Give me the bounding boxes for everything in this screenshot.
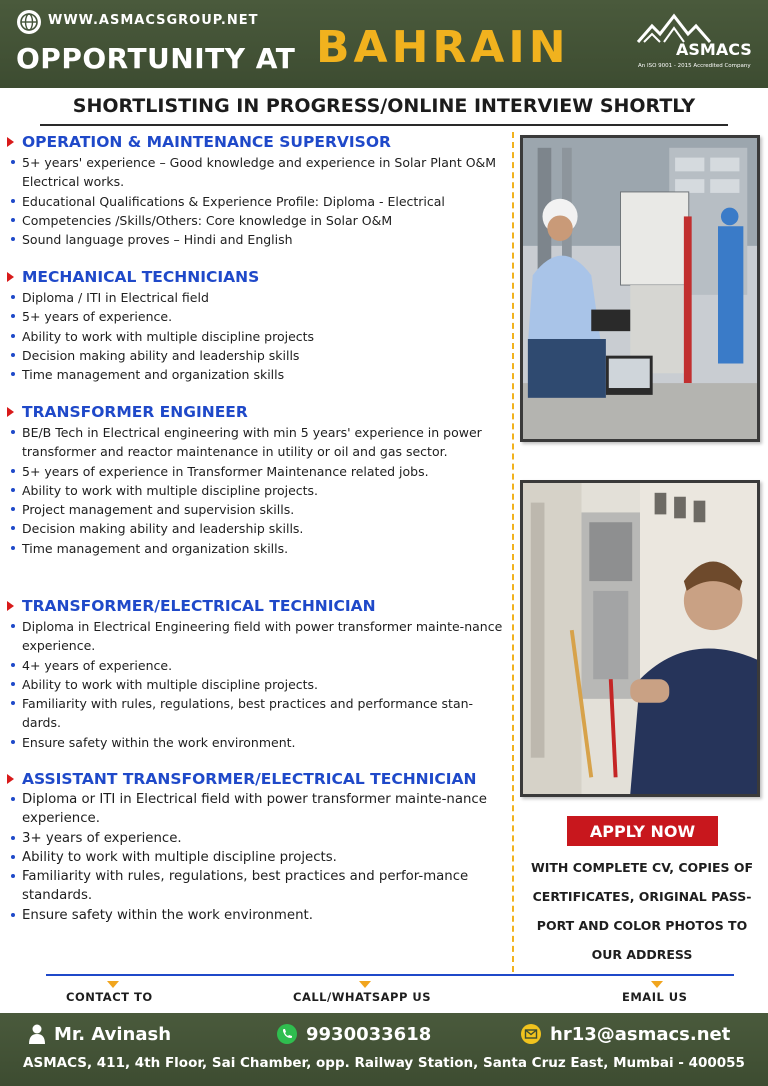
job-section <box>6 132 511 249</box>
globe-icon <box>16 9 42 35</box>
logo-tagline: An ISO 9001 - 2015 Accredited Company <box>638 63 751 69</box>
job-point: 5+ years' experience – Good knowledge and experience in Solar Plant O&M Electrical works. <box>6 153 511 192</box>
job-point: 4+ years of experience. <box>6 656 511 675</box>
job-point: Decision making ability and leadership skills. <box>6 519 511 538</box>
website-link[interactable]: WWW.ASMACSGROUP.NET <box>48 13 259 28</box>
column-divider <box>512 132 514 972</box>
job-point: Ability to work with multiple discipline projects. <box>6 675 511 694</box>
apply-now-button[interactable]: APPLY NOW <box>567 816 718 846</box>
job-point: BE/B Tech in Electrical engineering with min 5 years' experience in power transformer and reactor maintenance in utility or oil and gas sector. <box>6 423 511 462</box>
job-title: OPERATION & MAINTENANCE SUPERVISOR <box>6 132 511 152</box>
call-label: CALL/WHATSAPP US <box>293 990 432 1004</box>
job-point: Ensure safety within the work environment. <box>6 733 511 752</box>
person-icon <box>28 1024 46 1044</box>
job-title: TRANSFORMER ENGINEER <box>6 402 511 422</box>
whatsapp-icon <box>276 1023 298 1045</box>
email-label: EMAIL US <box>622 990 688 1004</box>
job-title: ASSISTANT TRANSFORMER/ELECTRICAL TECHNICIAN <box>6 769 511 789</box>
job-point: Familiarity with rules, regulations, best practices and performance stan-dards. <box>6 694 511 733</box>
job-section <box>6 769 511 925</box>
email-marker-icon <box>651 981 663 988</box>
contact-name: Mr. Avinash <box>54 1023 172 1045</box>
contact-label: CONTACT TO <box>66 990 153 1004</box>
job-point: Diploma in Electrical Engineering field with power transformer mainte-nance experience. <box>6 617 511 656</box>
job-point: Ensure safety within the work environment. <box>6 906 511 925</box>
subtitle-divider <box>40 124 728 126</box>
page-subtitle: SHORTLISTING IN PROGRESS/ONLINE INTERVIEW SHORTLY <box>72 95 696 117</box>
call-marker-icon <box>359 981 371 988</box>
job-section <box>6 596 511 752</box>
contact-phone[interactable] <box>276 1022 431 1046</box>
mail-icon <box>520 1023 542 1045</box>
header-banner <box>0 0 768 88</box>
job-point: Sound language proves – Hindi and English <box>6 230 511 249</box>
job-point: 3+ years of experience. <box>6 829 511 848</box>
phone-number[interactable]: 9930033618 <box>306 1023 432 1045</box>
job-point: 5+ years of experience. <box>6 307 511 326</box>
job-section <box>6 267 511 384</box>
job-point: 5+ years of experience in Transformer Maintenance related jobs. <box>6 462 511 481</box>
job-point: Decision making ability and leadership skills <box>6 346 511 365</box>
opportunity-label: OPPORTUNITY AT <box>16 42 296 75</box>
contact-email[interactable] <box>520 1022 730 1046</box>
job-point: Ability to work with multiple discipline projects. <box>6 481 511 500</box>
job-point: Diploma or ITI in Electrical field with power transformer mainte-nance experience. <box>6 790 511 829</box>
logo-name: ASMACS <box>676 40 752 59</box>
contact-marker-icon <box>107 981 119 988</box>
job-title: MECHANICAL TECHNICIANS <box>6 267 511 287</box>
job-point: Time management and organization skills. <box>6 539 511 558</box>
apply-instructions: WITH COMPLETE CV, COPIES OF CERTIFICATES, ORIGINAL PASS-PORT AND COLOR PHOTOS TO OUR ADDRESS <box>530 860 754 962</box>
job-section <box>6 402 511 558</box>
office-address: ASMACS, 411, 4th Floor, Sai Chamber, opp. Railway Station, Santa Cruz East, Mumbai - 400055 <box>23 1055 745 1071</box>
contact-divider <box>46 974 734 976</box>
job-point: Educational Qualifications & Experience Profile: Diploma - Electrical <box>6 192 511 211</box>
country-name: BAHRAIN <box>316 22 570 73</box>
job-point: Ability to work with multiple discipline projects. <box>6 848 511 867</box>
photo-electrical-technician <box>520 480 760 797</box>
photo-solar-technicians <box>520 135 760 442</box>
contact-person <box>28 1022 171 1046</box>
job-title: TRANSFORMER/ELECTRICAL TECHNICIAN <box>6 596 511 616</box>
job-point: Time management and organization skills <box>6 365 511 384</box>
job-point: Project management and supervision skills. <box>6 500 511 519</box>
job-point: Diploma / ITI in Electrical field <box>6 288 511 307</box>
job-point: Familiarity with rules, regulations, best practices and perfor-mance standards. <box>6 867 511 906</box>
job-point: Ability to work with multiple discipline projects <box>6 327 511 346</box>
email-address[interactable]: hr13@asmacs.net <box>550 1023 731 1045</box>
job-point: Competencies /Skills/Others: Core knowledge in Solar O&M <box>6 211 511 230</box>
